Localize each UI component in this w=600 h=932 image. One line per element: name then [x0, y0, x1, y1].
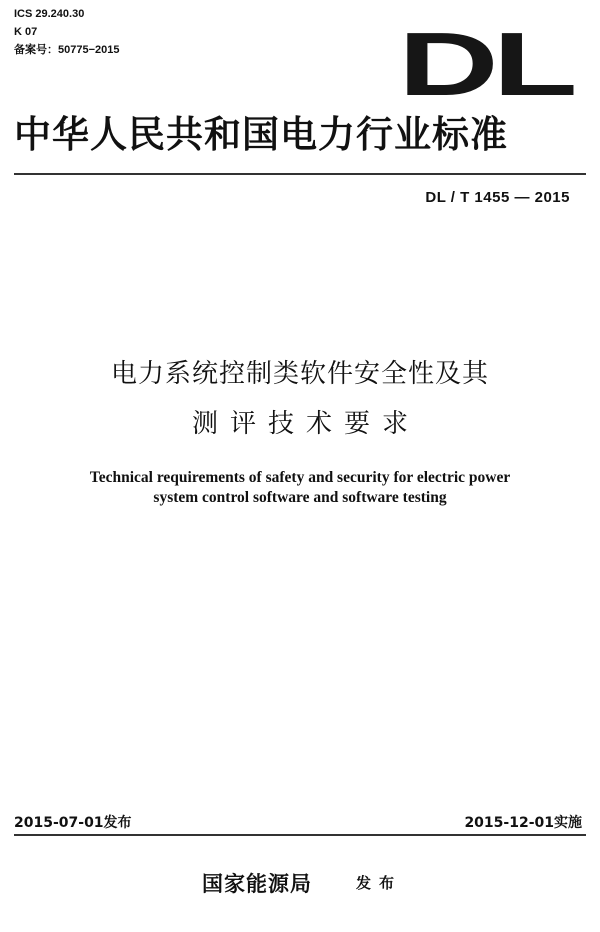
organization-title: 中华人民共和国电力行业标准 — [14, 113, 508, 156]
dl-logo: DL — [398, 15, 572, 115]
standard-number: DL / T 1455 — 2015 — [425, 189, 570, 206]
issue-date: 2015-07-01发布 — [14, 815, 132, 831]
english-title-line-1: Technical requirements of safety and security for electric power — [89, 469, 511, 486]
record-number: 备案号：50775−2015 — [14, 44, 120, 56]
chinese-title-line-1: 电力系统控制类软件安全性及其 — [110, 359, 489, 389]
top-divider — [14, 173, 586, 175]
publisher-action: 发布 — [356, 874, 403, 892]
english-title-line-2: system control software and software testing — [153, 489, 447, 506]
publisher-name: 国家能源局 — [202, 872, 312, 896]
chinese-title-line-2: 测评技术要求 — [191, 409, 420, 439]
bottom-divider — [14, 834, 586, 836]
ics-code: ICS 29.240.30 — [14, 8, 85, 20]
implementation-date: 2015-12-01实施 — [464, 815, 582, 831]
classification-code: K 07 — [14, 26, 38, 38]
